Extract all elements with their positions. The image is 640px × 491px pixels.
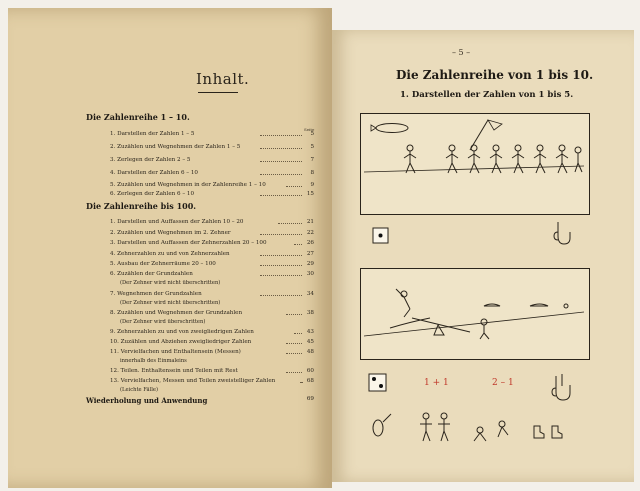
toc-row: 7. Wegnehmen der Grundzahlen 34 xyxy=(110,291,314,297)
closing-row: Wiederholung und Anwendung 69 xyxy=(86,396,314,405)
toc-row: 6. Zuzählen der Grundzahlen 30 xyxy=(110,271,314,277)
toc-row: 11. Vervielfachen und Enthaltensein (Messen) 48 xyxy=(110,349,314,355)
toc-row: 1. Darstellen der Zahlen 1 – 5 5 xyxy=(110,131,314,137)
hand-one-finger-icon xyxy=(554,222,570,244)
bottom-row-figures xyxy=(373,413,562,441)
toc-subnote: innerhalb des Einmaleins xyxy=(120,358,187,364)
toc-subnote: (Der Zehner wird nicht überschritten) xyxy=(120,300,221,306)
label-one-plus-one: 1 + 1 xyxy=(424,378,449,388)
page-title: Die Zahlenreihe von 1 bis 10. xyxy=(396,68,594,82)
toc-row: 4. Darstellen der Zahlen 6 – 10 8 xyxy=(110,170,314,176)
toc-row: 8. Zuzählen und Wegnehmen der Grundzahlen 38 xyxy=(110,310,314,316)
toc-row: 2. Zuzählen und Wegnehmen der Zahlen 1 – 5 5 xyxy=(110,144,314,150)
toc-row: 5. Ausbau der Zehnerräume 20 – 100 29 xyxy=(110,261,314,267)
toc-subnote: (Der Zehner wird nicht überschritten) xyxy=(120,280,221,286)
toc-row: 10. Zuzählen und Abziehen zweigliedriger Zahlen 45 xyxy=(110,339,314,345)
toc-row: 5. Zuzählen und Wegnehmen in der Zahlenreihe 1 – 10 9 xyxy=(110,182,314,188)
toc-row: 13. Vervielfachen, Messen und Teilen zweistelliger Zahlen 68 xyxy=(110,378,314,384)
toc-row: 1. Darstellen und Auffassen der Zahlen 10 – 20 21 xyxy=(110,219,314,225)
toc-row: 3. Zerlegen der Zahlen 2 – 5 7 xyxy=(110,157,314,163)
toc-row: 3. Darstellen und Auffassen der Zehnerzahlen 20 – 100 26 xyxy=(110,240,314,246)
toc-row: 9. Zehnerzahlen zu und von zweigliedrigen Zahlen 43 xyxy=(110,329,314,335)
section2-heading: Die Zahlenreihe bis 100. xyxy=(86,201,197,211)
toc-row: 12. Teilen. Enthaltensein und Teilen mit Rest 60 xyxy=(110,368,314,374)
toc-row: 4. Zehnerzahlen zu und von Zehnerzahlen 27 xyxy=(110,251,314,257)
airship-icon xyxy=(371,124,408,133)
dice-two-icon xyxy=(369,374,386,391)
section1-heading: Die Zahlenreihe 1 – 10. xyxy=(86,112,190,122)
hand-two-fingers-icon xyxy=(552,374,570,400)
toc-subnote: (Leichte Fälle) xyxy=(120,387,158,393)
seite-label: Seite xyxy=(304,127,315,132)
seesaw-figures xyxy=(364,289,584,339)
page-subtitle: 1. Darstellen der Zahlen von 1 bis 5. xyxy=(400,90,574,100)
toc-subnote: (Der Zehner wird überschritten) xyxy=(120,319,206,325)
toc-row: 2. Zuzählen und Wegnehmen im 2. Zehner 22 xyxy=(110,230,314,236)
toc-title: Inhalt. xyxy=(196,70,250,88)
dice-one-icon xyxy=(373,228,388,243)
page-number: – 5 – xyxy=(452,48,471,57)
ground-line xyxy=(364,166,584,172)
label-two-minus-one: 2 – 1 xyxy=(492,378,514,388)
toc-row: 6. Zerlegen der Zahlen 6 – 10 15 xyxy=(110,191,314,197)
